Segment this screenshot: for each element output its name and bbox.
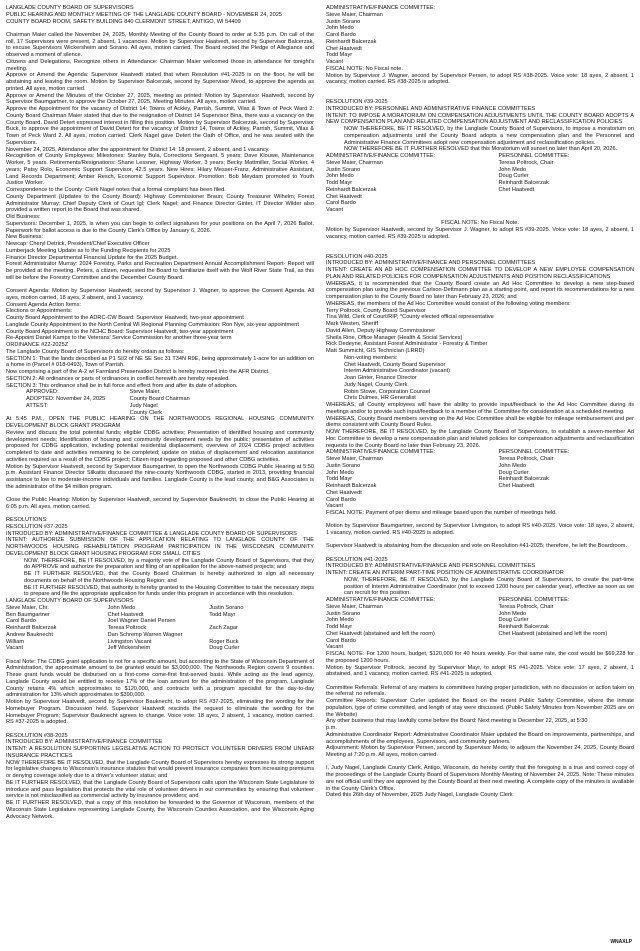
text-paragraph: INTRODUCED BY: ADMINISTRATIVE/FINANCE COMMITTEE: [6, 739, 163, 746]
roster-name: Chet Haatvedt: [326, 193, 362, 200]
text-paragraph: Fiscal Note: The CDBG grant application is not for a specific amount, but according to the State of Wisconsin Department of Administration, the approximate amount to be granted would be $3,000,000. The Northwoods Region covers 9 counties. These grant funds would be disbursed on a first-come come-first first-served basis. While acting as the lead agency, Langlade County would be entitled to receive 17% of the loan amount for the administration of the program. Langlade County retains 4% which approximates to $120,000, and contracts with a program specialist for the day-to-day administration for 13% which approximates to $390,000.: [6, 658, 314, 699]
signature-cell: ATTEST:: [26, 402, 48, 409]
signature-cell: [26, 410, 130, 417]
roster-name: Vacant: [326, 207, 343, 213]
roster-name: Andrew Bauknecht: [6, 631, 53, 638]
text-paragraph: Citizens and Delegations, Recognize others in Attendance: Chairman Maier welcomed those in attendance for tonight's meeting.: [6, 58, 314, 72]
text-paragraph: INTRODUCED BY: ADMINISTRATIVE/FINANCE AND PERSONNEL COMMITTEES: [326, 563, 536, 570]
roster-name: Steve Maier, Chairman: [326, 603, 383, 610]
text-paragraph: SECTION 1: That the lands described as P1 SI/2 of NE SE Sec 31 T34N R9E, being approximately 1-acre for an addition on a home in (Parcel # 018-0493), Town of Parrish.: [6, 355, 314, 369]
roster-name: Carol Bardo: [6, 618, 36, 625]
text-paragraph: BE IT FURTHER RESOLVED, that the County Board Chairman is hereby authorized to sign all necessary documents on behalf of the Northwoods Housing Region; and: [24, 571, 314, 584]
roster-name: Steve Maier, Chr.: [6, 604, 49, 611]
text-paragraph: Chairman Maier called the November 24, 2025, Monthly Meeting of the County Board to order at 5:35 p.m. On call of the roll, 17 Supervisors were present, 2 absent, 1 vacancies. Motion by Supervisor Haatvedt, second by Supervisor Balcerzak, to excuse Supervisors Wickersheim and Sorano. All ayes, motion carried. The Board recited the Pledge of Allegiance and observed a moment of silence.: [6, 31, 314, 58]
text-paragraph: Non-voting members:: [344, 354, 398, 361]
roster-name: John Medo: [107, 604, 136, 611]
text-paragraph: Justin Sorano: [326, 18, 361, 25]
text-paragraph: Approve or Amend the Agenda: Supervisor Haatvedt stated that when Resolution #41-2025 is on the floor, he will be abstaining and leaving the room. Motion by Supervisor Balcerzak, second by Supervisor Meod, to approve the agenda as printed. All ayes, motion carried.: [6, 72, 314, 92]
text-paragraph: I, Judy Nagel, Langlade County Clerk, Antigo, Wisconsin, do hereby certify that the foregoing is a true and correct copy of the proceedings of the Langlade County Board of Supervisors Monthly Meeting of November 24, 2025. Note: These minutes are not official until they are approved by the County Board at their next meeting. A complete copy of the minutes is available in the County Clerk's Office.: [326, 765, 634, 792]
roster-name: Reinhardt Balcerzak: [498, 624, 549, 630]
roster-name: John Medo: [498, 166, 527, 173]
text-paragraph: The Langlade County Board of Supervisors do hereby ordain as follows:: [6, 348, 185, 355]
text-paragraph: Motion by Supervisor Haatvedt, second by Supervisor Bauknecht, to adopt RS #37-2025, eliminating the wording for the Homebuyer Program. Discussion held. Supervisor Haatvedt rescinds the request to eliminate the wording for the Homebuyer Program; Supervisor Bauknecht agrees to change. Voice vote: 18 ayes, 2 absent, 1 vacancy, motion carried. RS #37-2025 is adopted.: [6, 699, 314, 726]
text-paragraph: Matt Summicht, GIS Technician (LRRD): [326, 348, 425, 354]
roster-name: Chet Haatvedt: [107, 611, 144, 618]
roster-name: Todd Mayr: [326, 624, 353, 630]
text-paragraph: Langlade County Appointment to the North Central WI Regional Planning Commission: Ron Nye, six-year appointment: [6, 321, 299, 328]
roster-name: [498, 503, 634, 510]
committee-roster: [326, 597, 634, 651]
signature-cell: Judy Nagel: [129, 402, 158, 409]
roster-name: Chet Haatvedt: [498, 186, 535, 193]
roster-name: Reinhardt Balcerzak: [498, 476, 549, 483]
text-paragraph: INTENT: AUTHORIZE SUBMISSION OF THE APPLICATION RELATING TO LANGLADE COUNTY OF THE NORTHWOODS HOUSING REHABILITATION PROGRAM PARTICIPATION IN THE WISCONSIN COMMUNITY DEVELOPMENT BLOCK GRANT HOUSING PROGRAM FOR SMALL CITIES: [6, 537, 314, 557]
text-paragraph: WHEREAS, all County employees will have the ability to provide input/feedback to the Ad Hoc Committee during its meetings and/or to provide such input/feedback to a member of the Committee for consideration at a scheduled meeting.: [326, 402, 634, 415]
roster-name: John Medo: [326, 173, 354, 180]
roster-name: Vacant: [326, 644, 343, 651]
text-paragraph: NOW THEREFORE, BE IT RESOLVED, by the Langlade County Board of Supervisors, to establish a seven-member Ad Hoc Committee to develop a new compensation plan and related policies for compensation adjustments and reclassification requests to the County Board no later than February 23, 2026.: [326, 429, 634, 449]
roster-name: Dan Schremp Warren Wagner: [107, 631, 183, 638]
text-paragraph: INTENT: TO IMPOSE A MORATORIUM ON COMPENSATION ADJUSTMENTS UNTIL THE COUNTY BOARD ADOPTS A NEW COMPENSATION PLAN AND RELATED COMPENSATION ADJUSTMENT AND RECLASSIFICATION POLICIES: [326, 112, 634, 126]
text-paragraph: Tina Wild, Clerk of Court/RIP, *County elected official representative: [326, 314, 494, 321]
roster-name: John Medo: [498, 462, 527, 469]
roster-name: Doug Curler: [498, 617, 529, 624]
text-paragraph: INTRODUCED BY: ADMINISTRATIVE/FINANCE COMMITTEE & LANGLADE COUNTY BOARD OF SUPERVISORS: [6, 530, 297, 537]
text-paragraph: ORDINANCE #22-2025Z: [6, 342, 69, 348]
text-paragraph: Chet Haatvedt, County Board Supervisor: [344, 361, 446, 368]
roster-name: Steve Maier, Chairman: [326, 159, 383, 166]
text-paragraph: Supervisors: December 1, 2025, is when you can begin to collect signatures for your positions on the April 7, 2026 Ballot. Paperwork for ballot access is due to the County Clerk's Office by January 6, 2026.: [6, 220, 314, 234]
roster-name: Justin Sorano: [326, 610, 361, 617]
text-paragraph: LANGLADE COUNTY BOARD OF SUPERVISORS: [6, 5, 134, 11]
text-paragraph: Adjournment: Motion by Supervisor Persen, second by Supervisor Medo, to adjourn the November 24, 2025, County Board Meeting at 7:20 p.m. All ayes, motion carried.: [326, 745, 634, 758]
text-paragraph: LANGLADE COUNTY BOARD OF SUPERVISORS: [6, 598, 134, 604]
text-paragraph: County Department (Updates to the County Board): Highway Commissioner Braun; County Treasurer Wilhelm; Forest Administrator Murray; Chief Deputy Clerk of Court Igl; Clerk Nagel; and Finance Director Ginter. IT Director Wilder also provided a written report to the Board that was shared.: [6, 193, 314, 214]
roster-name: Doug Curler: [498, 469, 529, 476]
roster-name: PERSONNEL COMMITTEE:: [498, 597, 570, 603]
roster-name: Joel Wagner Daniel Persen: [107, 618, 176, 625]
text-paragraph: Elections or Appointments:: [6, 308, 73, 315]
text-paragraph: Rick Dedeyne, Assistant Forest Administrator - Forestry & Timber: [326, 341, 488, 348]
text-paragraph: NOW THEREFORE BE IT RESOLVED, that the Langlade County Board of Supervisors hereby expresses its strong support for legislative changes to Wisconsin's insurance statutes that would prevent insurance companies from increasing premiums or denying coverage solely due to a driver's volunteer status; and: [6, 759, 314, 779]
roster-name: Reinhardt Balcerzak: [6, 625, 57, 631]
text-paragraph: PUBLIC HEARING AND MONTHLY MEETING OF THE LANGLADE COUNTY BOARD - NOVEMBER 24, 2025: [6, 11, 282, 18]
text-paragraph: County Board Appointment to the ADRC-CW Board: Supervisor Haatvedt, two-year appointment: [6, 315, 244, 321]
text-paragraph: Mark Westen, Sheriff: [326, 321, 379, 327]
text-paragraph: Sheila Rine, Office Manager (Health & Social Services): [326, 334, 463, 341]
text-paragraph: Terry Poltrock, County Board Supervisor: [326, 307, 426, 314]
text-paragraph: BE IT FURTHER RESOLVED, that the Langlade County Board of Supervisors calls upon the Wisconsin State Legislature to introduce and pass legislation that protects the vital role of volunteer drivers in our communities by ensuring that volunteer service is not misclassified as commercial activity by insurance providers; and: [6, 779, 314, 800]
text-paragraph: Vacant: [326, 59, 343, 65]
text-paragraph: SECTION 3: This ordinance shall be in full force and effect from and after its date of adoption.: [6, 382, 238, 389]
roster-name: Reinhardt Balcerzak: [326, 186, 377, 193]
roster-name: Carol Bardo: [326, 200, 356, 207]
text-paragraph: Newcap: Cheryl Detrick, President/Chief Executive Officer: [6, 241, 150, 247]
text-paragraph: RESOLUTION #39-2025: [326, 99, 388, 105]
roster-name: Chet Haatvedt: [326, 489, 362, 496]
roster-name: John Medo: [326, 617, 354, 624]
roster-name: [498, 497, 634, 504]
text-paragraph: NOW, THEREFORE, BE IT RESOLVED, by a majority vote of the Langlade County Board of Supervisors, that they do APPROVE and authorize the preparation and filing of an application for the above-named projects; and: [24, 557, 314, 571]
text-paragraph: NOW THEREFORE, BE IT RESOLVED, by the Langlade County Board of Supervisors, to impose a moratorium on compensation adjustments until the County Board adopts a new compensation plan and the Personnel and Administrative Finance Committees adopt new compensation adjustment and reclassification policies.: [344, 126, 634, 146]
text-paragraph: NOW THEREFORE BE IT FURTHER RESOLVED that this Moratorium will sunset no later than April 20, 2026.: [344, 146, 618, 153]
text-paragraph: INTENT: CREATE AN INTERIM PART-TIME POSITION OF ADMINISTRATIVE COORDINATOR: [326, 570, 564, 576]
text-paragraph: INTRODUCED BY: ADMINISTRATIVE/FINANCE AND PERSONNEL COMMITTEES: [326, 260, 536, 267]
signature-cell: County Board Chairman: [129, 396, 190, 402]
text-paragraph: Committee Reports: Supervisor Curler updated the Board on the recent Public Safety Committee, where the inmate population, type of crime committed, and length of stay were discussed. (Public Safety Minutes from November 2025 are on the Website): [326, 698, 634, 718]
text-paragraph: Motion by Supervisor Haatvedt, second by Supervisor Baumgartner, to open the Northwoods CDBG Public Hearing at 5:50 p.m. Assistant Finance Director Silkaitis discussed the nine-county Northwoods CDBG, started in 2013, providing financial assistance to low to moderate-income individuals and families. Langlade County is the lead county, and B&G Associates is the administrator of the $4 million program.: [6, 463, 314, 490]
legal-notice-page: [6, 5, 634, 945]
roster-name: Roger Buck: [209, 638, 239, 645]
roster-name: [498, 644, 634, 651]
roster-name: Vacant: [6, 645, 23, 652]
text-paragraph: Judy Nagel, County Clerk: [344, 381, 408, 388]
signature-cell: APPROVED:: [26, 389, 59, 396]
committee-roster: [326, 449, 634, 510]
roster-name: [498, 207, 634, 214]
text-paragraph: Close the Public Hearing: Motion by Supervisor Haatvedt, second by Supervisor Bauknecht, to close the Public Hearing at 6:05 p.m. All ayes, motion carried.: [6, 497, 314, 510]
signature-cell: County Clerk: [129, 409, 163, 416]
text-paragraph: Todd Mayr: [326, 52, 353, 59]
text-paragraph: Re-Appoint Daniel Kamps to the Veterans' Service Commission for another three-year term: [6, 335, 232, 342]
text-paragraph: Chris Dulmes, HR Generalist: [344, 395, 416, 402]
text-paragraph: Steve Maier, Chairman: [326, 11, 383, 18]
roster-name: [498, 200, 634, 207]
text-paragraph: Recognition of County Employees: Milestones: Stanley Bula, Corrections Sergeant, 5 years; Dave Klouwe, Maintenance Worker, 5 years. Retirements/Resignations: Shane Lessner, Highway Worker, 3 years; Becky Mattmiller, Social Worker, 4 years; Patsy Rolo, Economic Support Supervisor, 42.5 years. New Hires: Hilary Messer-Franz, Administrative Assistant, Land Records Department; Amber Resch, Economic Support Supervisor. Promotion: Bob Meydam promoted to Youth Justice Worker.: [6, 153, 314, 187]
roster-name: Todd Mayr: [326, 476, 353, 483]
text-paragraph: New Business:: [6, 234, 43, 241]
text-paragraph: Carol Bardo: [326, 32, 356, 38]
roster-name: ADMINISTRATIVE/FINANCE COMMITTEE:: [326, 449, 436, 456]
text-paragraph: WHEREAS, County Board members serving on the Ad Hoc Committee shall be eligible for mileage reimbursement and per diems consistent with County Board Rules.: [326, 415, 634, 429]
text-paragraph: Joan Ginter, Finance Director: [344, 375, 417, 381]
text-paragraph: INTRODUCED BY: PERSONNEL AND ADMINISTRATIVE FINANCE COMMITTEES: [326, 105, 536, 112]
text-paragraph: RESOLUTION #37-2025: [6, 523, 68, 530]
roster-name: ADMINISTRATIVE/FINANCE COMMITTEE:: [326, 153, 436, 159]
roster-name: [209, 618, 314, 625]
roster-name: Reinhardt Balcerzak: [326, 483, 377, 489]
text-paragraph: Administrative Coordinator Report: Administrative Coordinator Maier updated the Board on improvements, partnerships, and accomplishments of the employees, Supervisors, and community partners.: [326, 731, 634, 745]
roster-name: Carol Bardo: [326, 637, 356, 644]
roster-name: Chet Haatvedt: [498, 483, 535, 489]
text-paragraph: Correspondence to the County: Clerk Nagel notes that a formal complaint has been filed.: [6, 187, 226, 193]
roster-name: Livingston Vacant: [107, 638, 152, 645]
roster-name: PERSONNEL COMMITTEE:: [498, 449, 570, 456]
roster-name: Teresa Poltrock, Chair: [498, 456, 554, 462]
text-paragraph: FISCAL NOTE: Payment of per diems and mileage based upon the number of meetings held.: [326, 510, 557, 516]
text-paragraph: FISCAL NOTE: No Fiscal note.: [326, 65, 403, 72]
text-paragraph: John Medo: [326, 25, 354, 32]
text-paragraph: ADMINISTRATIVE/FINANCE COMMITTEE:: [326, 5, 436, 11]
text-paragraph: Supervisor Haatvedt is abstaining from the discussion and vote on Resolution #41-2025; therefore, he left the Boardroom.: [326, 543, 627, 550]
text-paragraph: FISCAL NOTE: For 1200 hours, budget, $120,000 for 40 hours weekly. For that same rate, the cost would be $69,228 for the proposed 1200 hours.: [326, 651, 634, 664]
text-paragraph: Review and discuss the total potential funds; eligible CDBG activities; Presentation of identified housing and community development needs; Identification of housing and community development needs by the public; presentation of activities proposed for CDBG application, including potential residential displacement; overview of 2024 CDBG project activities completed to date and activities remaining to be completed; update on status of displacement and relocation assistance activities required as a result of the CDBG project; Citizen input regarding proposed and other CDBG activities.: [6, 429, 314, 463]
roster-name: [498, 490, 634, 497]
text-paragraph: Consent Agenda: Motion by Supervisor Haatvedt, second by Supervisor J. Wagner, to approve the Consent Agenda. All ayes, motion carried, 18 ayes, 2 absent, and 1 vacancy.: [6, 288, 314, 301]
roster-name: Chet Haatvedt (abstained and left the room): [498, 630, 608, 637]
roster-name: Doug Curler: [498, 173, 529, 180]
text-paragraph: Lumberjack Meeting Update as to the Funding Recipients for 2025: [6, 247, 171, 254]
text-paragraph: Robin Stowe, Corporation Counsel: [344, 388, 431, 395]
text-paragraph: WHEREAS, the members of the Ad Hoc Committee would consist of the following voting members:: [326, 300, 571, 307]
roster-name: John Medo: [326, 469, 354, 476]
roster-name: Vacant: [326, 503, 343, 510]
text-paragraph: Consent Agenda Action Items:: [6, 301, 81, 308]
text-paragraph: Committee Referrals: Referral of any matters to committees having proper jurisdiction, with no discussion or action taken on the referral: no referrals.: [326, 684, 634, 698]
text-paragraph: Interim Administrative Coordinator (vacant): [344, 368, 451, 375]
signature-block: [26, 389, 314, 416]
text-paragraph: Now comprising a part of the A-2 w/ Farmland Preservation District is hereby rezoned into the AFR District.: [6, 369, 270, 375]
text-paragraph: NOW, THEREFORE, BE IT RESOLVED, by the Langlade County Board of Supervisors, to create the part-time position of Interim Administrative Coordinator (not to exceed 1200 hours per calendar year), effective as soon as we can recruit for this position.: [344, 576, 634, 597]
roster-name: Ben Baumgartner: [6, 611, 50, 618]
text-paragraph: Motion by Supervisor Baumgartner, second by Supervisor Livingston, to adopt RS #40-2025. Voice vote: 18 ayes, 2 absent, 1 vacancy, motion carried. RS #40-2025 is adopted.: [326, 523, 634, 536]
roster-name: Justin Sorano: [209, 604, 244, 611]
text-paragraph: BE IT FURTHER RESOLVED, that authority is hereby granted to the Housing Committee to take the necessary steps to prepare and file the appropriate application for funds under this program in accordance with this resolution.: [24, 584, 314, 598]
text-paragraph: David Allen, Deputy Highway Commissioner: [326, 327, 436, 334]
text-paragraph: Old Business:: [6, 214, 41, 220]
text-paragraph: INTENT: CREATE AN AD HOC COMPENSATION COMMITTEE TO DEVELOP A NEW EMPLOYEE COMPENSATION PLAN AND RELATED POLICIES FOR COMPENSATION ADJUSTMENTS AND POSITION RECLASSIFICATIONS: [326, 267, 634, 280]
left-column: [6, 5, 314, 945]
text-paragraph: COUNTY BOARD ROOM, SAFETY BUILDING 840 CLERMONT STREET, ANTIGO, WI 54409: [6, 18, 241, 25]
text-paragraph: RESOLUTIONS:: [6, 517, 48, 523]
signature-cell: ADOPTED: November 24, 2025: [26, 396, 106, 402]
text-paragraph: INTENT: A RESOLUTION SUPPORTING LEGISLATIVE ACTION TO PROTECT VOLUNTEER DRIVERS FROM UNFAIR INSURANCE PRACTICES: [6, 746, 314, 759]
roster-name: PERSONNEL COMMITTEE:: [498, 153, 570, 159]
text-paragraph: WHEREAS, it is recommended that the County Board create an Ad Hoc Committee to develop a new step-based compensation plan using the previous Carlson-Dettmann plan as a starting point, and report its recommendations for a new compensation plan to the County Board no later than February 23, 2026; and: [326, 280, 634, 300]
text-paragraph: p.m.: [326, 725, 337, 731]
text-paragraph: Chet Haatvedt: [326, 45, 362, 52]
roster-name: Todd Mayr: [326, 180, 353, 186]
roster-name: [498, 638, 634, 645]
roster-name: [498, 194, 634, 201]
text-paragraph: SECTION 2: All ordinances or parts of ordinances in conflict herewith are hereby repealed.: [6, 375, 230, 382]
roster-name: William: [6, 638, 25, 645]
roster-name: Steve Maier, Chairman: [326, 456, 383, 462]
text-paragraph: Forest Administrator Murray: 2024 Forestry, Parks and Recreation Department Annual Accomplishment Report- Report will be provided at the meeting. Peters, a citizen, requested the Board to familiarize itself with the Wolf River State Trail, as this will be before the Forestry Committee and the December County Board.: [6, 261, 314, 281]
text-paragraph: BE IT FURTHER RESOLVED, that a copy of this resolution be forwarded to the Governor of Wisconsin, members of the Wisconsin State Legislature representing Langlade County, the Wisconsin Counties Association, and the Wisconsin Aging Advocacy Network.: [6, 800, 314, 820]
roster-name: ADMINISTRATIVE/FINANCE COMMITTEE:: [326, 597, 436, 603]
roster-name: Teresa Poltrock, Chair: [498, 603, 554, 610]
text-paragraph: Approve the Appointment for the vacancy of District 14: Towns of Ackley, Parrish, Summit, Vilas & Town of Peck Ward 2: County Board Chairman Maier stated that due to the resignation of District 14 Supervisor Bina, there was a vacancy on the County Board. David Detert expressed interest in filling this position. Motion by Supervisor Balcerzak, second by Supervisor Buck, to approve the appointment of David Detert for the vacancy of District 14, Towns of Ackley, Parrish, Summit, Vilas & Town of Peck Ward 2. All ayes, motion carried. Clerk Nagel gave Detert the Oath of Office, and he was seated with the Supervisors.: [6, 106, 314, 146]
roster-name: Teresa Poltrock, Chair: [498, 159, 554, 166]
roster-name: Teresa Poltrock: [107, 625, 147, 631]
roster-name: Chet Haatvedt (abstained and left the room): [326, 630, 435, 637]
text-paragraph: County Board Appointment to the NCHC Board: Supervisor Haatvedt, two-year appointment: [6, 328, 234, 335]
roster-name: John Medo: [498, 610, 527, 617]
notice-id: WNAXLP: [610, 939, 632, 945]
text-paragraph: Finance Director Departmental Financial Update for the 2025 Budget.: [6, 254, 178, 261]
roster-name: Doug Curler: [209, 645, 240, 652]
text-paragraph: Motion by Supervisor Haatvedt, second by Supervisor J. Wagner, to adopt RS #39-2025. Voice vote: 18 ayes, 2 absent, 1 vacancy, motion carried. RS #39-2025 is adopted.: [326, 227, 634, 240]
text-paragraph: Dated this 26th day of November, 2025 Judy Nagel, Langlade County Clerk: [326, 792, 513, 799]
roster-name: Jeff Wickersheim: [107, 645, 151, 652]
text-paragraph: November 24, 2025, Attendance after the appointment for District 14: 18 present, 2 absent, and 1 vacancy.: [6, 146, 270, 153]
text-paragraph: Approve or Amend the Minutes of the October 27, 2025, meeting as printed: Motion by Supervisor Haatvedt, second by Supervisor Baumgartner, to approve the October 27, 2025, Meeting Minutes. All ayes, motion carried.: [6, 92, 314, 106]
text-paragraph: FISCAL NOTE: No Fiscal Note.: [441, 220, 519, 227]
text-paragraph: RESOLUTION #41-2025: [326, 556, 388, 563]
committee-roster: [6, 605, 314, 652]
roster-name: Todd Mayr: [209, 611, 236, 618]
signature-cell: Steve Maier,: [129, 389, 161, 396]
text-paragraph: Motion by Supervisor J. Wagner, second by Supervisor Persen, to adopt RS #38-2025. Voice vote: 18 ayes, 2 absent, 1 vacancy, motion carried. RS #38-2025 is adopted.: [326, 72, 634, 86]
text-paragraph: Any other business that may lawfully come before the Board: Next meeting is December 22, 2025, at 5:30: [326, 718, 588, 725]
text-paragraph: Motion by Supervisor Poltrock, second by Supervisor Mayr, to adopt RS #41-2025. Voice vote: 17 ayes, 2 absent, 1 abstained, and 1 vacancy, motion carried. RS #41-2025 is adopted.: [326, 664, 634, 678]
text-paragraph: Reinhardt Balcerzak: [326, 38, 377, 45]
text-paragraph: At 5:45 P.M., OPEN THE PUBLIC HEARING ON THE NORTHWOODS REGIONAL HOUSING COMMUNITY DEVELOPMENT BLOCK GRANT PROGRAM: [6, 416, 314, 429]
roster-name: Justin Sorano: [326, 462, 361, 469]
roster-name: Carol Bardo: [326, 496, 356, 503]
committee-roster: [326, 153, 634, 214]
text-paragraph: RESOLUTION #40-2025: [326, 253, 388, 260]
roster-name: Reinhardt Balcerzak: [498, 180, 549, 186]
roster-name: [209, 632, 314, 639]
roster-name: Zach Zagar: [209, 625, 238, 631]
text-paragraph: RESOLUTION #38-2025: [6, 732, 68, 739]
right-column: [326, 5, 634, 945]
roster-name: Justin Sorano: [326, 166, 361, 173]
